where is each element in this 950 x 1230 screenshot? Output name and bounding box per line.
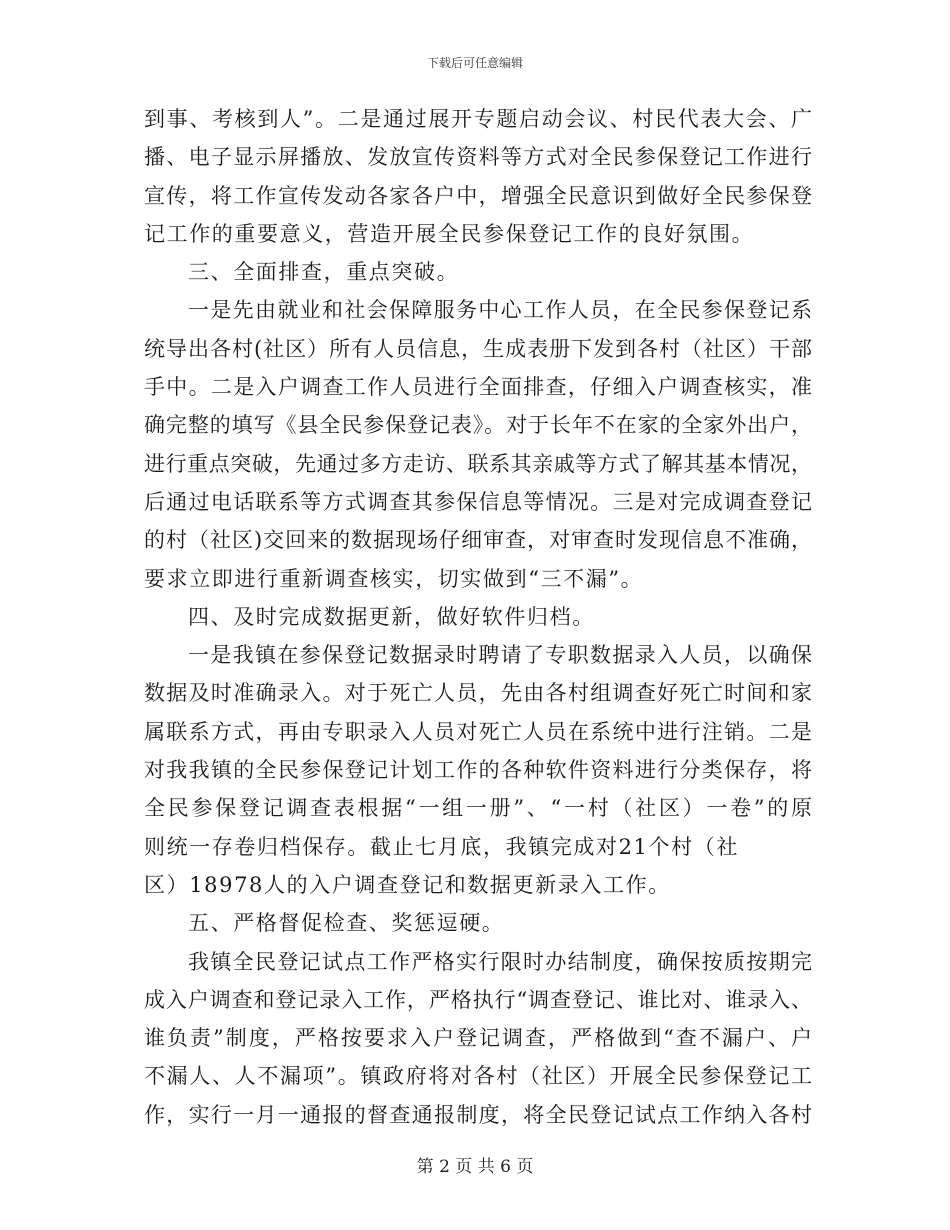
text-line: 作，实行一月一通报的督查通报制度，将全民登记试点工作纳入各村 [144, 1102, 812, 1127]
text-line: 数据及时准确录入。对于死亡人员，先由各村组调查好死亡时间和家 [144, 681, 812, 706]
section-heading: 五、严格督促检查、奖惩逗硬。 [188, 911, 505, 936]
text-line: 谁负责”制度，严格按要求入户登记调查，严格做到“查不漏户、户 [144, 1026, 812, 1051]
text-line: 的村（社区)交回来的数据现场仔细审查，对审查时发现信息不准确， [144, 528, 812, 553]
text-line: 对我我镇的全民参保登记计划工作的各种软件资料进行分类保存，将 [144, 758, 812, 783]
section-heading: 三、全面排查，重点突破。 [188, 260, 460, 285]
text-line: 一是先由就业和社会保障服务中心工作人员，在全民参保登记系 [188, 298, 812, 323]
text-line: 全民参保登记调查表根据“一组一册”、“一村（社区）一卷”的原 [144, 796, 812, 821]
page-footer: 第 2 页 共 6 页 [416, 1157, 534, 1177]
text-line: 属联系方式，再由专职录入人员对死亡人员在系统中进行注销。二是 [144, 719, 812, 744]
text-line: 到事、考核到人”。二是通过展开专题启动会议、村民代表大会、广 [144, 107, 812, 131]
page-header: 下载后可任意编辑 [426, 56, 523, 70]
text-line: 宣传，将工作宣传发动各家各户中，增强全民意识到做好全民参保登 [144, 183, 812, 208]
text-line: 进行重点突破，先通过多方走访、联系其亲戚等方式了解其基本情况， [144, 451, 812, 476]
text-line: 播、电子显示屏播放、发放宣传资料等方式对全民参保登记工作进行 [144, 145, 812, 170]
text-line: 确完整的填写《县全民参保登记表》。对于长年不在家的全家外出户， [144, 413, 812, 438]
text-line: 手中。二是入户调查工作人员进行全面排查，仔细入户调查核实，准 [144, 375, 812, 400]
section-heading: 四、及时完成数据更新，做好软件归档。 [188, 604, 595, 629]
text-line: 统导出各村(社区）所有人员信息，生成表册下发到各村（社区）干部 [144, 336, 812, 361]
text-line: 后通过电话联系等方式调查其参保信息等情况。三是对完成调查登记 [144, 489, 812, 514]
text-line: 则统一存卷归档保存。截止七月底，我镇完成对21个村（社 [144, 834, 739, 859]
text-line: 我镇全民登记试点工作严格实行限时办结制度，确保按质按期完 [188, 949, 812, 974]
text-line: 区）18978人的入户调查登记和数据更新录入工作。 [144, 872, 671, 897]
document-body [144, 100, 812, 1134]
text-line: 不漏人、人不漏项”。镇政府将对各村（社区）开展全民参保登记工 [144, 1064, 812, 1089]
text-line: 要求立即进行重新调查核实，切实做到“三不漏”。 [144, 566, 644, 591]
text-line: 成入户调查和登记录入工作，严格执行“调查登记、谁比对、谁录入、 [144, 987, 812, 1012]
text-line: 一是我镇在参保登记数据录时聘请了专职数据录入人员，以确保 [188, 643, 812, 668]
text-line: 记工作的重要意义，营造开展全民参保登记工作的良好氛围。 [144, 221, 755, 246]
